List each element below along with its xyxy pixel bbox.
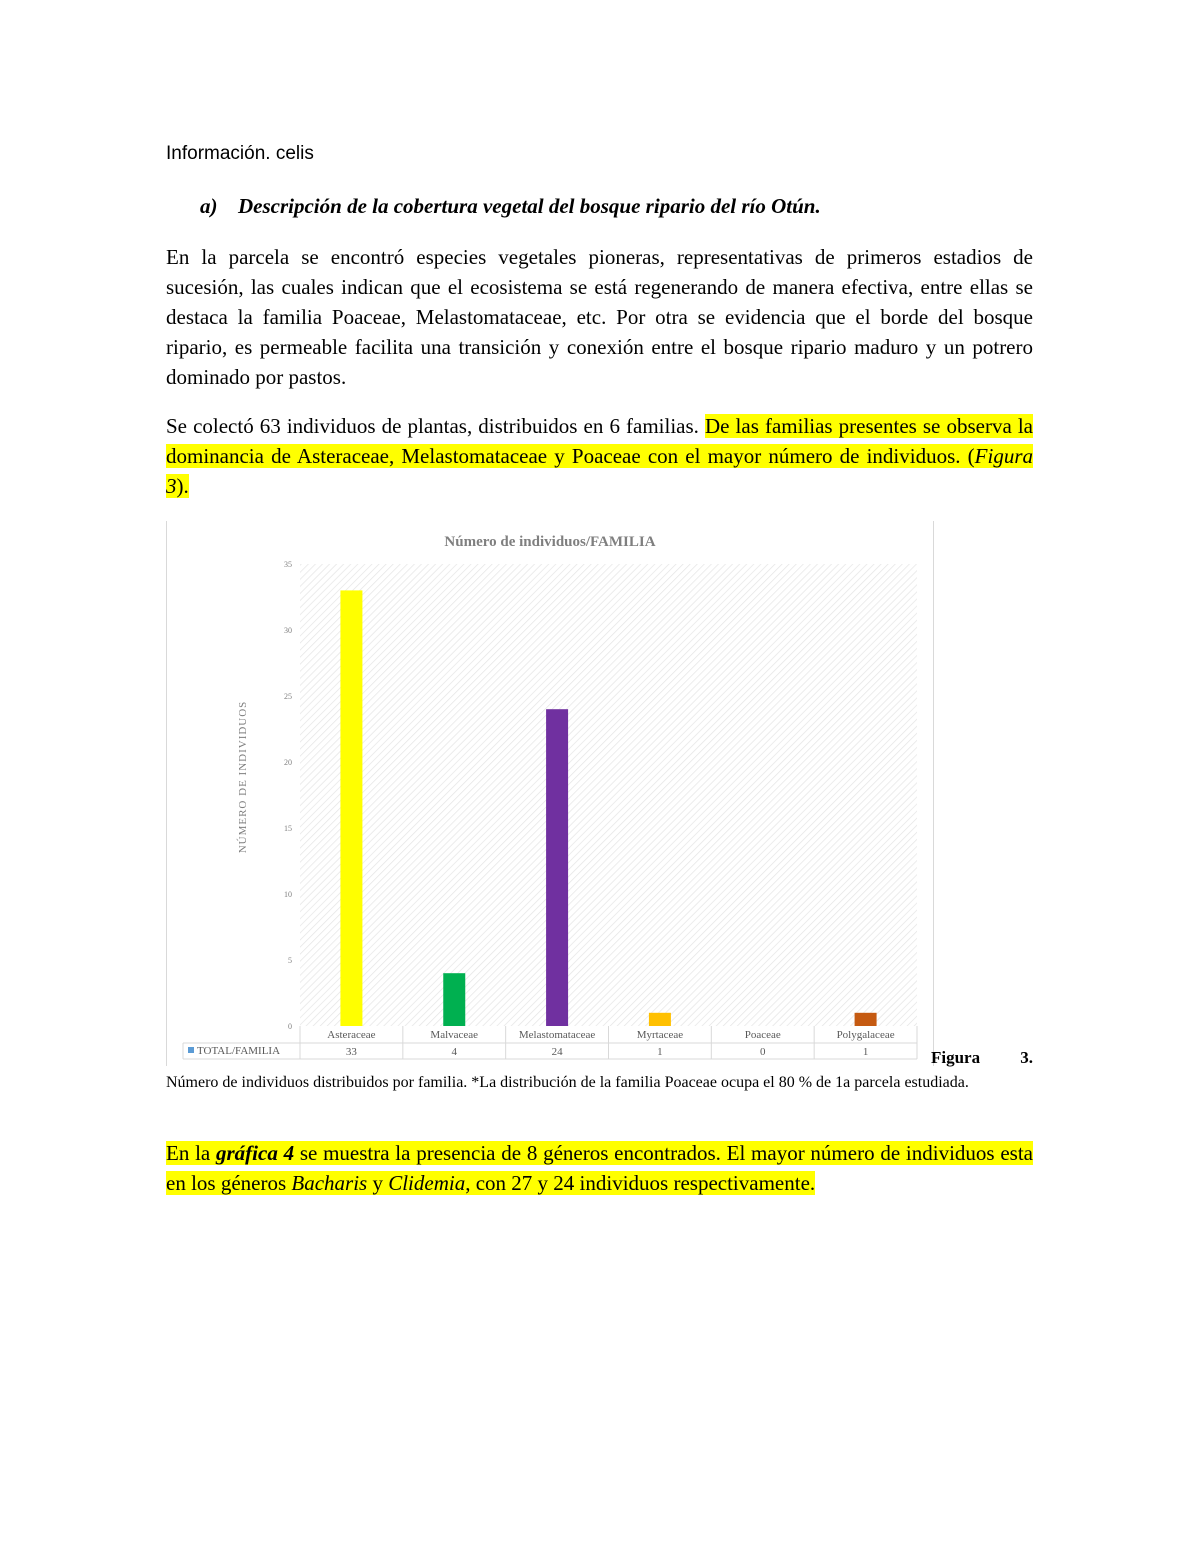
p3-text-d: , con 27 y 24 individuos respectivamente. (465, 1171, 816, 1195)
legend-label: TOTAL/FAMILIA (197, 1045, 281, 1057)
y-tick-label: 30 (284, 626, 292, 635)
p3-text-c: y (367, 1171, 389, 1195)
figure-label-number: 3. (1020, 1048, 1033, 1067)
paragraph-2 (166, 411, 1033, 501)
table-value: 1 (657, 1046, 663, 1058)
bar-chart-figure (166, 521, 934, 1066)
category-label: Polygalaceae (836, 1029, 895, 1041)
p3-text-b: se muestra la presencia de 8 géneros encontrados. El mayor número de individuos esta en los géneros (166, 1141, 1033, 1195)
table-value: 0 (760, 1046, 766, 1058)
figure-reference: Figura 3 (166, 444, 1033, 498)
paragraph-2-plain: Se colectó 63 individuos de plantas, distribuidos en 6 familias. (166, 414, 699, 438)
bar-polygalaceae (855, 1013, 877, 1026)
section-number: a) (200, 194, 218, 218)
legend-key (188, 1047, 194, 1053)
y-tick-label: 20 (284, 758, 292, 767)
header-text: Información. celis (166, 143, 314, 164)
paragraph-3 (166, 1138, 1033, 1198)
plot-area (300, 564, 917, 1026)
bar-malvaceae (443, 973, 465, 1026)
table-value: 33 (345, 1046, 357, 1058)
genus-bacharis: Bacharis (291, 1171, 368, 1195)
paragraph-1: En la parcela se encontró especies vegetales pioneras, representativas de primeros estadios de sucesión, las cuales indican que el ecosistema se está regenerando de manera efectiva, entre ellas se destaca la familia Poaceae, Melastomataceae, etc. Por otra se evidencia que el borde del bosque ripario, es permeable facilita una transición y conexión entre el bosque ripario maduro y un potrero dominado por pastos. (166, 245, 1033, 389)
section-heading (200, 194, 821, 219)
bar-asteraceae (340, 590, 362, 1026)
y-tick-label: 0 (288, 1022, 292, 1031)
paragraph-3-highlight (166, 1141, 1033, 1195)
y-tick-label: 10 (284, 890, 292, 899)
y-tick-label: 35 (284, 560, 292, 569)
bar-chart (167, 521, 933, 1066)
highlight-text-b: ). (176, 474, 189, 498)
category-label: Melastomataceae (518, 1029, 596, 1041)
graph-reference: gráfica 4 (216, 1141, 295, 1165)
table-value: 1 (862, 1046, 869, 1058)
table-value: 24 (551, 1046, 563, 1058)
figure-caption: Número de individuos distribuidos por familia. *La distribución de la familia Poaceae ocupa el 80 % de 1a parcela estudiada. (166, 1074, 969, 1091)
y-tick-label: 5 (288, 956, 292, 965)
section-title: Descripción de la cobertura vegetal del bosque ripario del río Otún. (238, 194, 821, 218)
y-axis-label: NÚMERO DE INDIVIDUOS (237, 700, 249, 854)
category-label: Myrtaceae (636, 1029, 684, 1041)
category-label: Poaceae (744, 1029, 781, 1041)
y-tick-label: 15 (284, 824, 292, 833)
category-label: Asteraceae (327, 1029, 376, 1041)
chart-title: Número de individuos/FAMILIA (444, 534, 656, 550)
bar-melastomataceae (546, 709, 568, 1026)
genus-clidemia: Clidemia (388, 1171, 466, 1195)
y-tick-label: 25 (284, 692, 292, 701)
figure-label (931, 1048, 1033, 1068)
highlight-text-a: De las familias presentes se observa la dominancia de Asteraceae, Melastomataceae y Poaceae con el mayor número de individuos. ( (166, 414, 1033, 468)
category-label: Malvaceae (430, 1029, 479, 1041)
table-value: 4 (451, 1046, 457, 1058)
figure-label-word: Figura (931, 1048, 981, 1067)
p3-text-a: En la (166, 1141, 216, 1165)
bar-myrtaceae (649, 1013, 671, 1026)
